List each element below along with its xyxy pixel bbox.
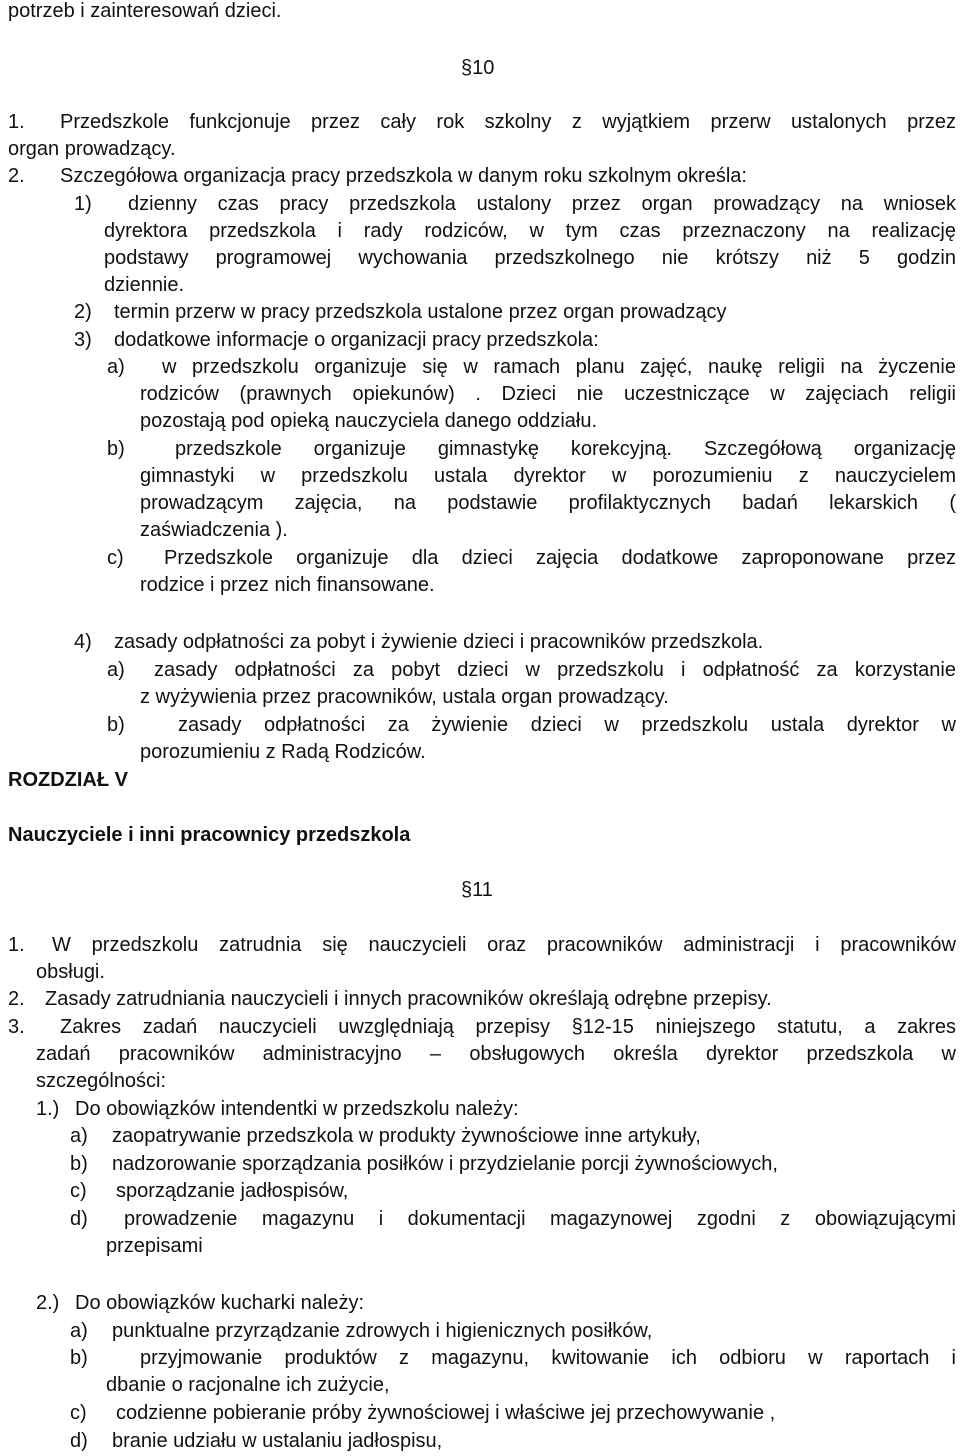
list-letter: c) xyxy=(107,547,124,569)
text-line: Przedszkole funkcjonuje przez cały rok szkolny z wyjątkiem przerw ustalonych przez xyxy=(60,111,956,133)
text-line: codzienne pobieranie próby żywnościowej i właściwe jej przechowywanie , xyxy=(116,1402,776,1424)
section-sign: § xyxy=(461,57,473,79)
text-line: dodatkowe informacje o organizacji pracy przedszkola: xyxy=(114,329,599,351)
text-line: zasady odpłatności za pobyt dzieci w przedszkolu i odpłatność za korzystanie xyxy=(154,659,956,681)
section-sign: § xyxy=(461,879,473,901)
text-line: zaświadczenia ). xyxy=(140,519,288,541)
text-line: Szczegółowa organizacja pracy przedszkola w danym roku szkolnym określa: xyxy=(60,165,747,187)
text-line: punktualne przyrządzanie zdrowych i higienicznych posiłków, xyxy=(112,1320,653,1342)
text-line: Zasady zatrudniania nauczycieli i innych pracowników określają odrębne przepisy. xyxy=(45,988,772,1010)
text-line: gimnastyki w przedszkolu ustala dyrektor w porozumieniu z nauczycielem xyxy=(140,465,956,487)
text-line: Zakres zadań nauczycieli uwzględniają przepisy §12-15 niniejszego statutu, a zakres xyxy=(60,1016,956,1038)
paragraph-mark xyxy=(461,55,494,82)
text-line: pozostają pod opieką nauczyciela danego oddziału. xyxy=(140,410,598,432)
text-line: przyjmowanie produktów z magazynu, kwitowanie ich odbioru w raportach i xyxy=(140,1347,956,1369)
text-line: przedszkole organizuje gimnastykę korekcyjną. Szczegółową organizację xyxy=(175,438,956,460)
text-line: rodzice i przez nich finansowane. xyxy=(140,574,435,596)
list-number: 2. xyxy=(8,165,25,187)
chapter-title: Nauczyciele i inni pracownicy przedszkola xyxy=(8,824,411,846)
list-letter: a) xyxy=(107,659,125,681)
list-number: 4) xyxy=(74,631,92,653)
chapter-heading: ROZDZIAŁ V xyxy=(8,769,128,791)
list-number: 2) xyxy=(74,301,92,323)
list-letter: b) xyxy=(70,1347,88,1369)
text-line: termin przerw w pracy przedszkola ustalone przez organ prowadzący xyxy=(114,301,727,323)
paragraph-mark xyxy=(461,877,493,904)
text-line: zasady odpłatności za pobyt i żywienie dzieci i pracowników przedszkola. xyxy=(114,631,764,653)
text-line: zadań pracowników administracyjno – obsługowych określa dyrektor przedszkola w xyxy=(36,1043,956,1065)
list-letter: d) xyxy=(70,1208,88,1230)
text-line: nadzorowanie sporządzania posiłków i przydzielanie porcji żywnościowych, xyxy=(112,1153,778,1175)
text-line: potrzeb i zainteresowań dzieci. xyxy=(8,0,282,22)
text-line: porozumieniu z Radą Rodziców. xyxy=(140,741,426,763)
text-line: dbanie o racjonalne ich zużycie, xyxy=(106,1374,390,1396)
text-line: zasady odpłatności za żywienie dzieci w przedszkolu ustala dyrektor w xyxy=(178,714,956,736)
list-letter: c) xyxy=(70,1180,87,1202)
text-line: branie udziału w ustalaniu jadłospisu, xyxy=(112,1430,443,1452)
list-letter: d) xyxy=(70,1430,88,1452)
list-number: 2.) xyxy=(36,1292,60,1314)
list-letter: b) xyxy=(107,438,125,460)
text-line: Przedszkole organizuje dla dzieci zajęcia dodatkowe zaproponowane przez xyxy=(164,547,956,569)
list-number: 1.) xyxy=(36,1098,60,1120)
list-number: 3) xyxy=(74,329,92,351)
text-line: zaopatrywanie przedszkola w produkty żywnościowe inne artykuły, xyxy=(112,1125,701,1147)
list-number: 2. xyxy=(8,988,25,1010)
text-line: rodziców (prawnych opiekunów) . Dzieci nie uczestniczące w zajęciach religii xyxy=(140,383,956,405)
text-line: prowadzącym zajęcia, na podstawie profilaktycznych badań lekarskich ( xyxy=(140,492,956,514)
list-letter: c) xyxy=(70,1402,87,1424)
text-line: obsługi. xyxy=(36,961,105,983)
list-letter: b) xyxy=(70,1153,88,1175)
text-line: podstawy programowej wychowania przedszkolnego nie krótszy niż 5 godzin xyxy=(104,247,956,269)
list-letter: a) xyxy=(70,1320,88,1342)
text-line: dyrektora przedszkola i rady rodziców, w tym czas przeznaczony na realizację xyxy=(104,220,956,242)
text-line: dzienny czas pracy przedszkola ustalony przez organ prowadzący na wniosek xyxy=(128,193,956,215)
list-number: 3. xyxy=(8,1016,25,1038)
list-number: 1. xyxy=(8,934,25,956)
text-line: organ prowadzący. xyxy=(8,138,176,160)
text-line: sporządzanie jadłospisów, xyxy=(116,1180,349,1202)
text-line: W przedszkolu zatrudnia się nauczycieli oraz pracowników administracji i pracowników xyxy=(52,934,956,956)
list-letter: b) xyxy=(107,714,125,736)
list-number: 1) xyxy=(74,193,92,215)
list-number: 1. xyxy=(8,111,25,133)
text-line: przepisami xyxy=(106,1235,203,1257)
list-letter: a) xyxy=(107,356,125,378)
text-line: dziennie. xyxy=(104,274,185,296)
text-line: szczególności: xyxy=(36,1070,167,1092)
paragraph-number: 10 xyxy=(472,57,495,79)
paragraph-number: 11 xyxy=(472,879,493,901)
text-line: Do obowiązków intendentki w przedszkolu należy: xyxy=(75,1098,519,1120)
text-line: w przedszkolu organizuje się w ramach planu zajęć, naukę religii na życzenie xyxy=(162,356,956,378)
text-line: prowadzenie magazynu i dokumentacji magazynowej zgodni z obowiązującymi xyxy=(124,1208,956,1230)
text-line: Do obowiązków kucharki należy: xyxy=(75,1292,365,1314)
text-line: z wyżywienia przez pracowników, ustala organ prowadzący. xyxy=(140,686,669,708)
list-letter: a) xyxy=(70,1125,88,1147)
